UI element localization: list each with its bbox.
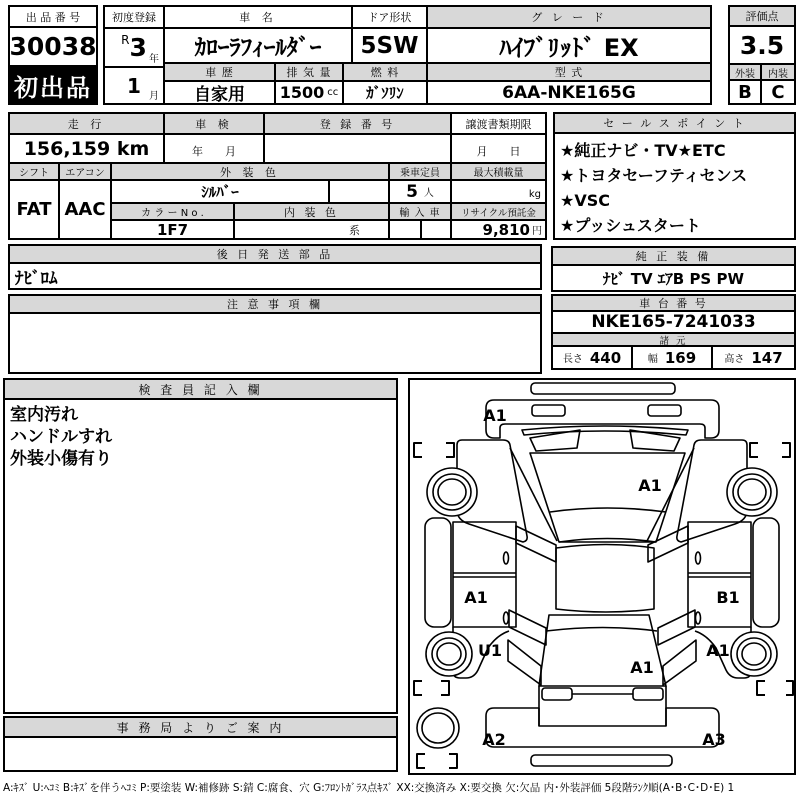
interior-grade-label: 内装 [762,65,794,81]
shaken-label: 車 検 [165,114,265,135]
genuine-equipment-value: ﾅﾋﾞ TV ｴｱB PS PW [603,269,744,288]
length-label: 長さ [562,354,583,365]
lot-label: 出 品 番 号 [10,7,96,28]
recycle-deposit-value [452,221,545,238]
rear-bumper [486,708,719,747]
recycle-amount: 9,810 [482,221,530,238]
first-registration-year [105,29,165,68]
sales-point: ★純正ナビ・TV★ETC [560,141,726,160]
door-shape-label: ドア形状 [353,7,428,29]
doors-right [688,522,751,627]
shift-label: シフト [10,164,60,181]
max-load-label: 最大積載量 [452,164,545,181]
spare-tire [417,708,459,748]
displacement-number: 1500 [279,83,325,102]
sales-point: ★トヨタセーフティセンス [560,166,748,185]
first-listing-badge: 初出品 [10,67,96,103]
dimension-height [713,347,794,368]
plate-number-label: 登 録 番 号 [265,114,452,135]
damage-marker: A2 [482,730,506,749]
rear-plate [531,755,672,766]
aircon-label: エアコン [60,164,112,181]
damage-marker: A1 [706,641,730,660]
damage-marker: U1 [477,641,503,660]
transfer-deadline-label: 譲渡書類期限 [452,114,545,135]
car-name-value: ｶﾛｰﾗﾌｨｰﾙﾀﾞｰ [165,29,353,64]
header-table [103,5,712,105]
genuine-equipment-block [551,246,796,292]
score-block [728,5,796,105]
office-info-block [3,716,398,772]
tail-light-left [542,688,572,700]
car-history-label: 車 歴 [165,64,276,82]
transfer-deadline-value: 月 日 [452,135,545,164]
shift-value: FAT [10,181,60,238]
grade-value: ﾊｲﾌﾞﾘｯﾄﾞ EX [428,29,710,64]
score-label: 評価点 [730,7,794,27]
door-handle [696,552,701,564]
d-pillar-band-right [663,640,696,685]
sales-points-label: セ ー ル ス ポ イ ン ト [555,114,794,134]
body-color-subcell [330,181,390,204]
fuel-value: ｶﾞｿﾘﾝ [344,82,428,103]
sales-point: ★プッシュスタート [560,216,701,235]
door-shape-value: 5SW [353,29,428,64]
dimensions-label: 諸 元 [553,334,794,347]
fuel-label: 燃 料 [344,64,428,82]
first-registration-label: 初度登録 [105,7,165,29]
lot-number: 30038 [10,28,96,67]
grade-label: グ レ ー ド [428,7,710,29]
genuine-equipment-label: 純 正 装 備 [553,248,794,266]
damage-marker: B1 [716,588,740,607]
cowl [522,426,688,435]
car-diagram [410,380,794,773]
import-car-value [390,221,452,238]
notes-label: 注 意 事 項 欄 [10,296,540,314]
front-bumper-detail-left [532,405,565,416]
import-car-label: 輸 入 車 [390,204,452,221]
rear-glass-line [546,628,657,632]
inspector-note: ハンドルすれ [10,427,112,447]
inspector-notes-block [3,378,398,714]
height-value: 147 [751,348,783,367]
wheel-front-left [427,468,477,516]
year-unit: 年 [149,54,159,65]
doors-left [453,522,516,627]
dimension-width [633,347,713,368]
capacity-unit: 人 [423,188,434,199]
max-load-value: kg [452,181,545,204]
front-plate [531,383,675,394]
inspector-note: 室内汚れ [10,405,78,425]
door-handle [504,612,509,624]
notes-block [8,294,542,374]
score-value: 3.5 [730,27,794,65]
tail-light-right [633,688,663,700]
damage-marker: A1 [630,658,654,677]
body-color-value: ｼﾙﾊﾞｰ [112,181,330,204]
height-label: 高さ [724,354,745,365]
mileage-label: 走 行 [10,114,165,135]
car-diagram-block [408,378,796,775]
width-label: 幅 [647,354,658,365]
front-bumper-detail-right [648,405,681,416]
model-code-value: 6AA-NKE165G [502,82,636,103]
later-parts-label: 後 日 発 送 部 品 [10,246,540,264]
reg-month-value: 1 [127,73,141,98]
reg-year-value: 3 [129,33,147,62]
displacement-value [276,82,344,103]
interior-grade-value: C [771,81,785,103]
door-handle [504,552,509,564]
notes-value [10,314,540,372]
office-info-label: 事 務 局 よ り ご 案 内 [5,718,396,738]
color-no-value: 1F7 [112,221,235,238]
plate-number-value [265,135,452,164]
door-divider-right [688,573,751,577]
interior-color-label: 内 装 色 [235,204,390,221]
hood-line [550,508,666,512]
model-code-label: 型 式 [428,64,710,82]
length-value: 440 [589,348,622,367]
car-name-label: 車 名 [165,7,353,29]
roof [556,545,654,613]
a-pillar-band-left [516,526,556,562]
office-info-value [5,738,396,770]
door-handle [696,612,701,624]
lot-block [8,5,98,105]
import-car-divider [420,221,422,238]
chassis-label: 車 台 番 号 [553,296,794,312]
month-unit: 月 [149,91,159,102]
chassis-block [551,294,796,370]
sales-points-block [553,112,796,240]
damage-marker: A1 [638,476,662,495]
door-divider-left [453,573,516,577]
first-registration-month [105,68,165,103]
d-pillar-band-left [508,640,541,685]
legend: A:ｷｽﾞ U:ﾍｺﾐ B:ｷｽﾞを伴うﾍｺﾐ P:要塗装 W:補修跡 S:錆 C:腐食、穴 G:ﾌﾛﾝﾄｶﾞﾗｽ点ｷｽﾞ XX:交換済み X:要交換 欠:欠品 内･外装評価 5段階ﾗﾝｸ順(A･B･C･D･E) 1 [3,782,735,794]
displacement-unit: cc [327,87,339,98]
later-parts-value: ﾅﾋﾞﾛﾑ [15,268,58,288]
interior-color-value: 系 [235,221,390,238]
shaken-value: 年 月 [165,135,265,164]
recycle-deposit-label: リサイクル預託金 [452,204,545,221]
spec-table [8,112,547,240]
capacity-label: 乗車定員 [390,164,452,181]
recycle-unit: 円 [532,226,542,237]
capacity-value [390,181,452,204]
exterior-grade-value: B [730,81,762,103]
later-parts-block [8,244,542,290]
rocker-right [753,518,779,627]
car-history-value: 自家用 [165,82,276,103]
color-no-label: カ ラ ー N o . [112,204,235,221]
rocker-left [425,518,451,627]
displacement-label: 排 気 量 [276,64,344,82]
front-bumper [486,400,719,438]
wheel-front-right [727,468,777,516]
hood [530,453,685,542]
damage-marker: A1 [483,406,507,425]
dimension-length [553,347,633,368]
damage-marker: A3 [702,730,726,749]
sales-point: ★VSC [560,191,610,210]
chassis-value: NKE165-7241033 [553,312,794,334]
aircon-value: AAC [60,181,112,238]
capacity-number: 5 [406,181,418,202]
tail-panel-sides [539,686,666,726]
damage-marker: A1 [464,588,488,607]
sales-points-list [555,134,794,238]
body-color-label: 外 装 色 [112,164,390,181]
inspector-notes-label: 検 査 員 記 入 欄 [5,380,396,400]
mileage-value: 156,159 km [10,135,165,164]
inspector-notes-list [5,400,396,712]
inspector-note: 外装小傷有り [10,449,112,469]
exterior-grade-label: 外装 [730,65,762,81]
width-value: 169 [664,348,697,367]
era-letter: R [121,33,130,47]
